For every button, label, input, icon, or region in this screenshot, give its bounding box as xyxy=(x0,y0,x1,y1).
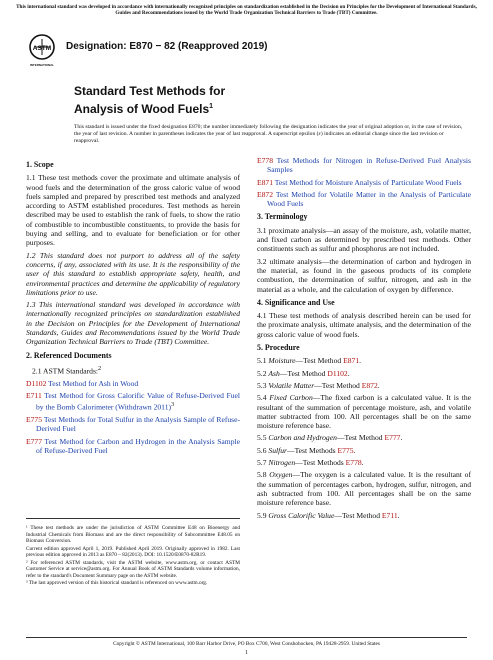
right-column xyxy=(257,156,471,523)
page-number: 1 xyxy=(245,650,248,656)
footer-divider xyxy=(26,637,467,638)
terminology-paragraph-2: 3.2 ultimate analysis—the determination of carbon and hydrogen in the material, as found in the gaseous products of its complete combustion, the determination of sulfur, nitrogen, and ash in the material as a whole, and the calculation of oxygen by difference. xyxy=(257,256,471,294)
procedure-number: 5.9 xyxy=(257,510,269,520)
reference-item xyxy=(257,190,471,209)
reference-item xyxy=(257,156,471,175)
reference-code-link[interactable]: E778 xyxy=(257,156,274,165)
procedure-method-link[interactable]: E775 xyxy=(337,445,354,455)
reference-code-link[interactable]: D1102 xyxy=(26,378,47,388)
footnote: ¹ These test methods are under the jurisdiction of ASTM Committee E48 on Bioenergy and Industrial Chemicals from Biomass and are the direct responsibility of Subcommittee E48.05 on Biomass Conversion. xyxy=(26,525,240,544)
footnote: ³ The last approved version of this historical standard is referenced on www.astm.org. xyxy=(26,580,208,586)
issuance-note: This standard is issued under the fixed designation E870; the number immediately following the designation indicates the year of original adoption or, in the case of revision, the year of last revision. A number in parentheses indicates the year of last reapproval. A superscript epsilon (ε) indicates an editorial change since the last revision or reapproval. xyxy=(74,124,463,144)
reference-list-right xyxy=(257,156,471,208)
reference-code-link[interactable]: E777 xyxy=(26,436,43,446)
procedure-term: Sulfur xyxy=(268,445,287,455)
section-significance-heading: 4. Significance and Use xyxy=(257,297,335,307)
procedure-list xyxy=(257,356,471,519)
title-line-1: Standard Test Methods for xyxy=(74,84,226,98)
procedure-number: 5.4 xyxy=(257,393,270,403)
footnotes xyxy=(26,518,240,588)
procedure-item xyxy=(257,470,471,507)
section-references-heading: 2. Referenced Documents xyxy=(26,350,112,360)
procedure-text: —Test Methods xyxy=(295,458,346,468)
procedure-term: Oxygen xyxy=(269,470,293,480)
reference-item xyxy=(26,415,240,434)
footnote-marker: 3 xyxy=(171,401,175,409)
reference-item xyxy=(26,391,240,412)
procedure-number: 5.8 xyxy=(257,470,270,480)
procedure-number: 5.5 xyxy=(257,433,269,443)
procedure-method-link[interactable]: D1102 xyxy=(327,368,348,378)
copyright-footer: Copyright © ASTM International, 100 Barr Harbor Drive, PO Box C700, West Conshohocken, PA 19428-2959. United States xyxy=(113,641,380,647)
procedure-number: 5.1 xyxy=(257,356,269,366)
procedure-item: 5.3 Volatile Matter—Test Method E872. xyxy=(257,380,380,390)
procedure-method-link[interactable]: E711 xyxy=(381,510,398,520)
procedure-item: 5.7 Nitrogen—Test Methods E778. xyxy=(257,458,364,468)
section-terminology-heading: 3. Terminology xyxy=(257,212,308,222)
procedure-method-link[interactable]: E871 xyxy=(343,356,360,366)
left-column xyxy=(26,156,240,458)
procedure-term: Carbon and Hydrogen xyxy=(268,433,337,443)
tbt-notice: This international standard was developed in accordance with internationally recognized principles on standardization established in the Decision on Principles for the Development of International Standards, Guides and Recommendations issued by the World Trade Organization Technical Barriers to Trade (TBT) Committee. xyxy=(16,4,477,17)
document-title xyxy=(74,84,225,117)
procedure-text: —Test Method xyxy=(279,368,328,378)
procedure-text: —The oxygen is a calculated value. It is the resultant of the summation of percentages carbon, hydrogen, sulfur, nitrogen, and ash subtracted from 100. All percentages shall be on the same moisture reference base. xyxy=(257,470,472,508)
procedure-method-link[interactable]: E777 xyxy=(384,433,401,443)
scope-paragraph-2: 1.2 This standard does not purport to address all of the safety concerns, if any, associated with its use. It is the responsibility of the user of this standard to establish appropriate safety, health, and environmental practices and determine the applicability of regulatory limitations prior to use. xyxy=(26,250,240,297)
reference-title: Test Methods for Nitrogen in Refuse-Derived Fuel Analysis Samples xyxy=(267,156,471,175)
procedure-term: Fixed Carbon xyxy=(269,393,313,403)
astm-logo xyxy=(28,33,56,69)
reference-code-link[interactable]: E871 xyxy=(257,177,274,187)
scope-paragraph-3: 1.3 This international standard was developed in accordance with internationally recognized principles on standardization established in the Decision on Principles for the Development of International Standards, Guides and Recommendations issued by the World Trade Organization Technical Barriers to Trade (TBT) Committee. xyxy=(26,300,240,347)
reference-code-link[interactable]: E711 xyxy=(26,391,42,401)
procedure-text: —Test Methods xyxy=(286,445,338,455)
reference-title: Test Method for Carbon and Hydrogen in the Analysis Sample of Refuse-Derived Fuel xyxy=(36,436,240,456)
procedure-item: 5.1 Moisture—Test Method E871. xyxy=(257,356,362,366)
reference-title: Test Method for Gross Calorific Value of Refuse-Derived Fuel by the Bomb Calorimeter (Withdrawn 2011) xyxy=(36,391,240,412)
reference-item xyxy=(257,178,471,187)
references-subheading: 2.1 ASTM Standards:$^2$ xyxy=(32,364,102,376)
procedure-term: Gross Calorific Value xyxy=(268,510,335,520)
reference-code-link[interactable]: E775 xyxy=(26,415,43,425)
procedure-number: 5.2 xyxy=(257,368,269,378)
section-scope-heading: 1. Scope xyxy=(26,160,54,169)
reference-item xyxy=(26,437,240,456)
procedure-item: 5.5 Carbon and Hydrogen—Test Method E777. xyxy=(257,433,403,443)
procedure-item xyxy=(257,393,471,430)
procedure-number: 5.7 xyxy=(257,458,269,468)
svg-text:ASTM: ASTM xyxy=(32,45,52,52)
designation: Designation: E870 − 82 (Reapproved 2019) xyxy=(66,41,268,52)
procedure-number: 5.6 xyxy=(257,445,269,455)
footnote: Current edition approved April 1, 2019. Published April 2019. Originally approved in 1982. Last previous edition approved in 2013 as E870 – 82(2013). DOI: 10.1520/E0870-82R19. xyxy=(26,545,240,558)
procedure-item: 5.9 Gross Calorific Value—Test Method E711. xyxy=(257,510,400,520)
procedure-term: Moisture xyxy=(268,356,296,366)
section-procedure-heading: 5. Procedure xyxy=(257,343,300,353)
procedure-term: Ash xyxy=(268,368,280,378)
procedure-item: 5.2 Ash—Test Method D1102. xyxy=(257,368,350,378)
procedure-text: —The fixed carbon is a calculated value. It is the resultant of the summation of percentage moisture, ash, and volatile matter subtracted from 100. All percentages shall be on the same moisture reference base. xyxy=(257,393,471,431)
procedure-method-link[interactable]: E872 xyxy=(361,380,378,390)
procedure-text: —Test Method xyxy=(336,433,385,443)
procedure-item: 5.6 Sulfur—Test Methods E775. xyxy=(257,445,356,455)
significance-paragraph-1: 4.1 These test methods of analysis described herein can be used for the proximate analysis, ultimate analysis, and the determination of the gross caloric value of wood fuels. xyxy=(257,311,471,339)
reference-code-link[interactable]: E872 xyxy=(257,189,274,199)
reference-item xyxy=(26,379,240,388)
reference-title: Test Methods for Total Sulfur in the Analysis Sample of Refuse-Derived Fuel xyxy=(36,415,240,434)
procedure-text: —Test Method xyxy=(295,356,344,366)
procedure-text: —Test Method xyxy=(314,380,362,390)
footnote: ² For referenced ASTM standards, visit the ASTM website, www.astm.org, or contact ASTM Customer Service at service@astm.org. For Annual Book of ASTM Standards volume information, refer to the standard's Document Summary page on the ASTM website. xyxy=(26,559,240,579)
reference-title: Test Method for Ash in Wood xyxy=(46,378,139,388)
procedure-text: —Test Method xyxy=(334,510,382,520)
reference-title: Test Method for Moisture Analysis of Particulate Wood Fuels xyxy=(273,177,462,187)
title-line-2: Analysis of Wood Fuels$^1$ xyxy=(74,102,214,116)
procedure-term: Volatile Matter xyxy=(268,380,315,390)
reference-title: Test Method for Volatile Matter in the Analysis of Particulate Wood Fuels xyxy=(267,189,471,209)
astm-logo-icon xyxy=(28,33,56,69)
procedure-term: Nitrogen xyxy=(268,458,296,468)
procedure-method-link[interactable]: E778 xyxy=(345,458,362,468)
terminology-paragraph-1: 3.1 proximate analysis—an assay of the moisture, ash, volatile matter, and fixed carbon as determined by prescribed test methods. Other constituents such as sulfur and phosphorus are not included. xyxy=(257,225,471,254)
svg-text:INTERNATIONAL: INTERNATIONAL xyxy=(29,63,55,67)
procedure-number: 5.3 xyxy=(257,380,269,390)
scope-paragraph-1: 1.1 These test methods cover the proximate and ultimate analysis of wood fuels and the determination of the gross caloric value of wood fuels sampled and prepared by prescribed test methods and analyzed according to ASTM established procedures. Test methods as herein described may be used to establish the rank of fuels, to show the ratio of combustible to incombustible constituents, to provide the basis for buying and selling, and to evaluate for beneficiation or for other purposes. xyxy=(26,173,240,248)
reference-list-left xyxy=(26,379,240,456)
